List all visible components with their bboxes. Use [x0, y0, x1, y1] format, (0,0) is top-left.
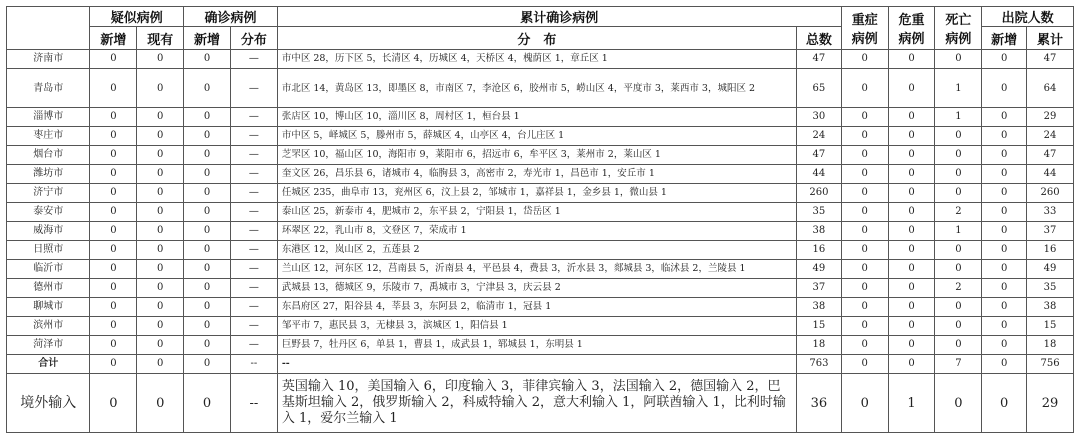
- cell-d-new: 0: [982, 69, 1027, 108]
- cell-d-cum: 16: [1027, 241, 1074, 260]
- cell-city: 聊城市: [7, 298, 90, 317]
- cell-c-dist: —: [230, 241, 277, 260]
- cell-total: 18: [797, 336, 842, 355]
- cell-critical: 0: [888, 222, 935, 241]
- cell-severe: 0: [841, 336, 888, 355]
- cell-total: 16: [797, 241, 842, 260]
- cell-critical: 0: [888, 184, 935, 203]
- cell-dist: 巨野县 7，牡丹区 6，单县 1，曹县 1，成武县 1，郓城县 1，东明县 1: [277, 336, 796, 355]
- cell-severe: 0: [841, 127, 888, 146]
- cell-d-new: 0: [982, 146, 1027, 165]
- cell-death: 2: [935, 203, 982, 222]
- cell-c-new: 0: [184, 203, 231, 222]
- cell-c-new: 0: [184, 146, 231, 165]
- cell-d-cum: 260: [1027, 184, 1074, 203]
- cell-s-new: 0: [90, 260, 137, 279]
- cell-c-dist: —: [230, 298, 277, 317]
- cell-total: 24: [797, 127, 842, 146]
- cell-s-cur: 0: [137, 222, 184, 241]
- header-critical: 危重 病例: [888, 7, 935, 50]
- cell-d-cum: 37: [1027, 222, 1074, 241]
- cell-total: 44: [797, 165, 842, 184]
- header-confirmed-distribution: 分布: [230, 27, 277, 50]
- cell-s-new: 0: [90, 317, 137, 336]
- cell-total: 38: [797, 298, 842, 317]
- cell-total: 763: [797, 355, 842, 374]
- cell-s-cur: 0: [137, 165, 184, 184]
- cell-s-cur: 0: [137, 127, 184, 146]
- cell-death: 1: [935, 222, 982, 241]
- cell-c-new: 0: [184, 374, 231, 433]
- cell-severe: 0: [841, 355, 888, 374]
- header-discharged-cumulative: 累计: [1027, 27, 1074, 50]
- cell-d-new: 0: [982, 374, 1027, 433]
- cell-death: 0: [935, 336, 982, 355]
- cell-s-new: 0: [90, 184, 137, 203]
- cell-d-cum: 47: [1027, 146, 1074, 165]
- cell-c-dist: —: [230, 146, 277, 165]
- cell-s-new: 0: [90, 69, 137, 108]
- epidemic-table: [6, 6, 1074, 433]
- cell-c-dist: —: [230, 203, 277, 222]
- cell-c-new: 0: [184, 127, 231, 146]
- cell-critical: 0: [888, 146, 935, 165]
- cell-city: 滨州市: [7, 317, 90, 336]
- table-row: [7, 279, 1074, 298]
- cell-d-new: 0: [982, 279, 1027, 298]
- cell-s-new: 0: [90, 241, 137, 260]
- cell-d-new: 0: [982, 108, 1027, 127]
- cell-total: 15: [797, 317, 842, 336]
- cell-total: 260: [797, 184, 842, 203]
- cell-d-cum: 756: [1027, 355, 1074, 374]
- cell-dist: 芝罘区 10，福山区 10，海阳市 9，莱阳市 6，招远市 6，牟平区 3，莱州市 2，莱山区 1: [277, 146, 796, 165]
- cell-d-cum: 15: [1027, 317, 1074, 336]
- cell-critical: 0: [888, 69, 935, 108]
- cell-d-cum: 38: [1027, 298, 1074, 317]
- cell-d-new: 0: [982, 203, 1027, 222]
- cell-c-new: 0: [184, 336, 231, 355]
- cell-city: 枣庄市: [7, 127, 90, 146]
- cell-death: 0: [935, 374, 982, 433]
- cell-c-dist: —: [230, 165, 277, 184]
- cell-dist: 张店区 10，博山区 10，淄川区 8，周村区 1，桓台县 1: [277, 108, 796, 127]
- cell-total: 38: [797, 222, 842, 241]
- cell-death: 0: [935, 127, 982, 146]
- table-row: [7, 260, 1074, 279]
- table-row: [7, 298, 1074, 317]
- cell-critical: 0: [888, 336, 935, 355]
- cell-death: 1: [935, 108, 982, 127]
- cell-dist: 市中区 28，历下区 5，长清区 4，历城区 4，天桥区 4，槐荫区 1，章丘区 1: [277, 50, 796, 69]
- cell-s-cur: 0: [137, 336, 184, 355]
- cell-c-new: 0: [184, 165, 231, 184]
- cell-severe: 0: [841, 146, 888, 165]
- cell-city: 烟台市: [7, 146, 90, 165]
- cell-critical: 0: [888, 355, 935, 374]
- cell-s-cur: 0: [137, 279, 184, 298]
- cell-s-cur: 0: [137, 260, 184, 279]
- cell-severe: 0: [841, 298, 888, 317]
- cell-s-new: 0: [90, 336, 137, 355]
- header-total: 总数: [797, 27, 842, 50]
- cell-d-new: 0: [982, 298, 1027, 317]
- header-confirmed-new: 新增: [184, 27, 231, 50]
- cell-city: 合计: [7, 355, 90, 374]
- cell-critical: 0: [888, 127, 935, 146]
- cell-city: 济宁市: [7, 184, 90, 203]
- cell-total: 49: [797, 260, 842, 279]
- cell-total: 35: [797, 203, 842, 222]
- cell-d-new: 0: [982, 222, 1027, 241]
- cell-d-cum: 24: [1027, 127, 1074, 146]
- cell-dist: 环翠区 22，乳山市 8，文登区 7，荣成市 1: [277, 222, 796, 241]
- cell-dist: 东港区 12，岚山区 2，五莲县 2: [277, 241, 796, 260]
- cell-c-new: 0: [184, 69, 231, 108]
- cell-dist: 邹平市 7，惠民县 3，无棣县 3，滨城区 1，阳信县 1: [277, 317, 796, 336]
- cell-city: 潍坊市: [7, 165, 90, 184]
- cell-c-dist: —: [230, 260, 277, 279]
- cell-d-new: 0: [982, 241, 1027, 260]
- cell-severe: 0: [841, 108, 888, 127]
- cell-dist: 泰山区 25，新泰市 4，肥城市 2，东平县 2，宁阳县 1，岱岳区 1: [277, 203, 796, 222]
- cell-s-new: 0: [90, 279, 137, 298]
- cell-death: 1: [935, 69, 982, 108]
- cell-city: 威海市: [7, 222, 90, 241]
- cell-dist: 武城县 13，德城区 9，乐陵市 7，禹城市 3，宁津县 3，庆云县 2: [277, 279, 796, 298]
- table-row: [7, 241, 1074, 260]
- cell-d-new: 0: [982, 355, 1027, 374]
- header-severe: 重症 病例: [841, 7, 888, 50]
- cell-critical: 1: [888, 374, 935, 433]
- cell-d-new: 0: [982, 336, 1027, 355]
- cell-d-cum: 35: [1027, 279, 1074, 298]
- cell-critical: 0: [888, 108, 935, 127]
- cell-s-cur: 0: [137, 108, 184, 127]
- cell-c-new: 0: [184, 279, 231, 298]
- cell-severe: 0: [841, 222, 888, 241]
- cell-dist: 东昌府区 27，阳谷县 4，莘县 3，东阿县 2，临清市 1，冠县 1: [277, 298, 796, 317]
- header-suspected-current: 现有: [137, 27, 184, 50]
- cell-dist: 奎文区 26，昌乐县 6，诸城市 4，临朐县 3，高密市 2，寿光市 1，昌邑市 1，安丘市 1: [277, 165, 796, 184]
- header-corner: [7, 7, 90, 50]
- header-discharged-new: 新增: [982, 27, 1027, 50]
- cell-s-cur: 0: [137, 184, 184, 203]
- cell-c-dist: --: [230, 374, 277, 433]
- cell-d-cum: 18: [1027, 336, 1074, 355]
- cell-critical: 0: [888, 241, 935, 260]
- cell-c-dist: —: [230, 222, 277, 241]
- cell-c-dist: —: [230, 184, 277, 203]
- cell-d-new: 0: [982, 50, 1027, 69]
- header-suspected-new: 新增: [90, 27, 137, 50]
- cell-s-cur: 0: [137, 355, 184, 374]
- cell-c-new: 0: [184, 260, 231, 279]
- cell-s-new: 0: [90, 298, 137, 317]
- cell-s-cur: 0: [137, 317, 184, 336]
- cell-s-cur: 0: [137, 298, 184, 317]
- cell-s-new: 0: [90, 222, 137, 241]
- cell-city: 菏泽市: [7, 336, 90, 355]
- cell-death: 0: [935, 146, 982, 165]
- cell-s-new: 0: [90, 203, 137, 222]
- cell-city: 淄博市: [7, 108, 90, 127]
- cell-city: 境外输入: [7, 374, 90, 433]
- cell-city: 青岛市: [7, 69, 90, 108]
- cell-c-new: 0: [184, 298, 231, 317]
- cell-severe: 0: [841, 260, 888, 279]
- cell-c-dist: —: [230, 279, 277, 298]
- abroad-row: [7, 374, 1074, 433]
- cell-severe: 0: [841, 241, 888, 260]
- cell-c-new: 0: [184, 355, 231, 374]
- table-row: [7, 222, 1074, 241]
- header-confirmed: 确诊病例: [184, 7, 278, 27]
- cell-total: 47: [797, 146, 842, 165]
- cell-s-new: 0: [90, 355, 137, 374]
- table-row: [7, 108, 1074, 127]
- cell-death: 0: [935, 184, 982, 203]
- cell-s-new: 0: [90, 374, 137, 433]
- cell-death: 0: [935, 260, 982, 279]
- cell-total: 30: [797, 108, 842, 127]
- cell-c-dist: —: [230, 317, 277, 336]
- header-discharged: 出院人数: [982, 7, 1074, 27]
- header-cumulative: 累计确诊病例: [277, 7, 841, 27]
- table-row: [7, 69, 1074, 108]
- cell-c-new: 0: [184, 241, 231, 260]
- header-death: 死亡 病例: [935, 7, 982, 50]
- cell-total: 65: [797, 69, 842, 108]
- cell-severe: 0: [841, 203, 888, 222]
- total-row: [7, 355, 1074, 374]
- cell-critical: 0: [888, 50, 935, 69]
- cell-s-new: 0: [90, 50, 137, 69]
- cell-city: 德州市: [7, 279, 90, 298]
- cell-death: 0: [935, 298, 982, 317]
- cell-dist: 市北区 14，黄岛区 13，即墨区 8，市南区 7，李沧区 6，胶州市 5，崂山区 4，平度市 3，莱西市 3，城阳区 2: [277, 69, 796, 108]
- cell-s-cur: 0: [137, 374, 184, 433]
- cell-death: 0: [935, 317, 982, 336]
- cell-death: 0: [935, 165, 982, 184]
- cell-d-cum: 33: [1027, 203, 1074, 222]
- cell-d-cum: 44: [1027, 165, 1074, 184]
- table-row: [7, 317, 1074, 336]
- cell-critical: 0: [888, 260, 935, 279]
- cell-d-cum: 29: [1027, 108, 1074, 127]
- cell-c-dist: --: [230, 355, 277, 374]
- cell-d-cum: 29: [1027, 374, 1074, 433]
- cell-severe: 0: [841, 50, 888, 69]
- cell-dist: 兰山区 12，河东区 12，莒南县 5，沂南县 4，平邑县 4，费县 3，沂水县 3，郯城县 3，临沭县 2，兰陵县 1: [277, 260, 796, 279]
- cell-dist: --: [277, 355, 796, 374]
- cell-c-new: 0: [184, 50, 231, 69]
- cell-d-new: 0: [982, 127, 1027, 146]
- cell-death: 0: [935, 241, 982, 260]
- cell-severe: 0: [841, 184, 888, 203]
- header-distribution: 分 布: [277, 27, 796, 50]
- cell-d-cum: 49: [1027, 260, 1074, 279]
- cell-d-new: 0: [982, 317, 1027, 336]
- cell-total: 47: [797, 50, 842, 69]
- cell-critical: 0: [888, 279, 935, 298]
- cell-death: 0: [935, 50, 982, 69]
- cell-s-cur: 0: [137, 146, 184, 165]
- cell-d-new: 0: [982, 165, 1027, 184]
- cell-s-cur: 0: [137, 50, 184, 69]
- cell-c-new: 0: [184, 222, 231, 241]
- cell-c-dist: —: [230, 127, 277, 146]
- cell-critical: 0: [888, 298, 935, 317]
- cell-c-dist: —: [230, 50, 277, 69]
- cell-c-new: 0: [184, 184, 231, 203]
- cell-total: 36: [797, 374, 842, 433]
- cell-severe: 0: [841, 69, 888, 108]
- cell-city: 济南市: [7, 50, 90, 69]
- cell-total: 37: [797, 279, 842, 298]
- cell-critical: 0: [888, 317, 935, 336]
- cell-severe: 0: [841, 279, 888, 298]
- table-row: [7, 336, 1074, 355]
- cell-dist: 任城区 235，曲阜市 13，兖州区 6，汶上县 2，邹城市 1，嘉祥县 1，金乡县 1，微山县 1: [277, 184, 796, 203]
- cell-d-cum: 47: [1027, 50, 1074, 69]
- cell-c-new: 0: [184, 317, 231, 336]
- table-row: [7, 146, 1074, 165]
- cell-city: 泰安市: [7, 203, 90, 222]
- cell-d-cum: 64: [1027, 69, 1074, 108]
- cell-city: 临沂市: [7, 260, 90, 279]
- cell-c-dist: —: [230, 336, 277, 355]
- cell-critical: 0: [888, 165, 935, 184]
- cell-s-cur: 0: [137, 241, 184, 260]
- cell-severe: 0: [841, 317, 888, 336]
- cell-dist: 英国输入 10，美国输入 6，印度输入 3，菲律宾输入 3，法国输入 2，德国输入 2，巴基斯坦输入 2，俄罗斯输入 2，科威特输入 2，意大利输入 1，阿联酋输入 1，比利时输入 1，爱尔兰输入 1: [277, 374, 796, 433]
- table-row: [7, 127, 1074, 146]
- cell-death: 7: [935, 355, 982, 374]
- cell-s-new: 0: [90, 127, 137, 146]
- cell-dist: 市中区 5，峄城区 5，滕州市 5，薛城区 4，山亭区 4，台儿庄区 1: [277, 127, 796, 146]
- table-row: [7, 50, 1074, 69]
- table-row: [7, 165, 1074, 184]
- cell-c-dist: —: [230, 69, 277, 108]
- cell-d-new: 0: [982, 184, 1027, 203]
- table-row: [7, 184, 1074, 203]
- cell-c-new: 0: [184, 108, 231, 127]
- cell-s-cur: 0: [137, 69, 184, 108]
- cell-city: 日照市: [7, 241, 90, 260]
- cell-s-new: 0: [90, 108, 137, 127]
- cell-s-cur: 0: [137, 203, 184, 222]
- cell-d-new: 0: [982, 260, 1027, 279]
- cell-severe: 0: [841, 165, 888, 184]
- cell-death: 2: [935, 279, 982, 298]
- cell-s-new: 0: [90, 146, 137, 165]
- cell-c-dist: —: [230, 108, 277, 127]
- cell-critical: 0: [888, 203, 935, 222]
- cell-severe: 0: [841, 374, 888, 433]
- table-row: [7, 203, 1074, 222]
- header-suspected: 疑似病例: [90, 7, 184, 27]
- cell-s-new: 0: [90, 165, 137, 184]
